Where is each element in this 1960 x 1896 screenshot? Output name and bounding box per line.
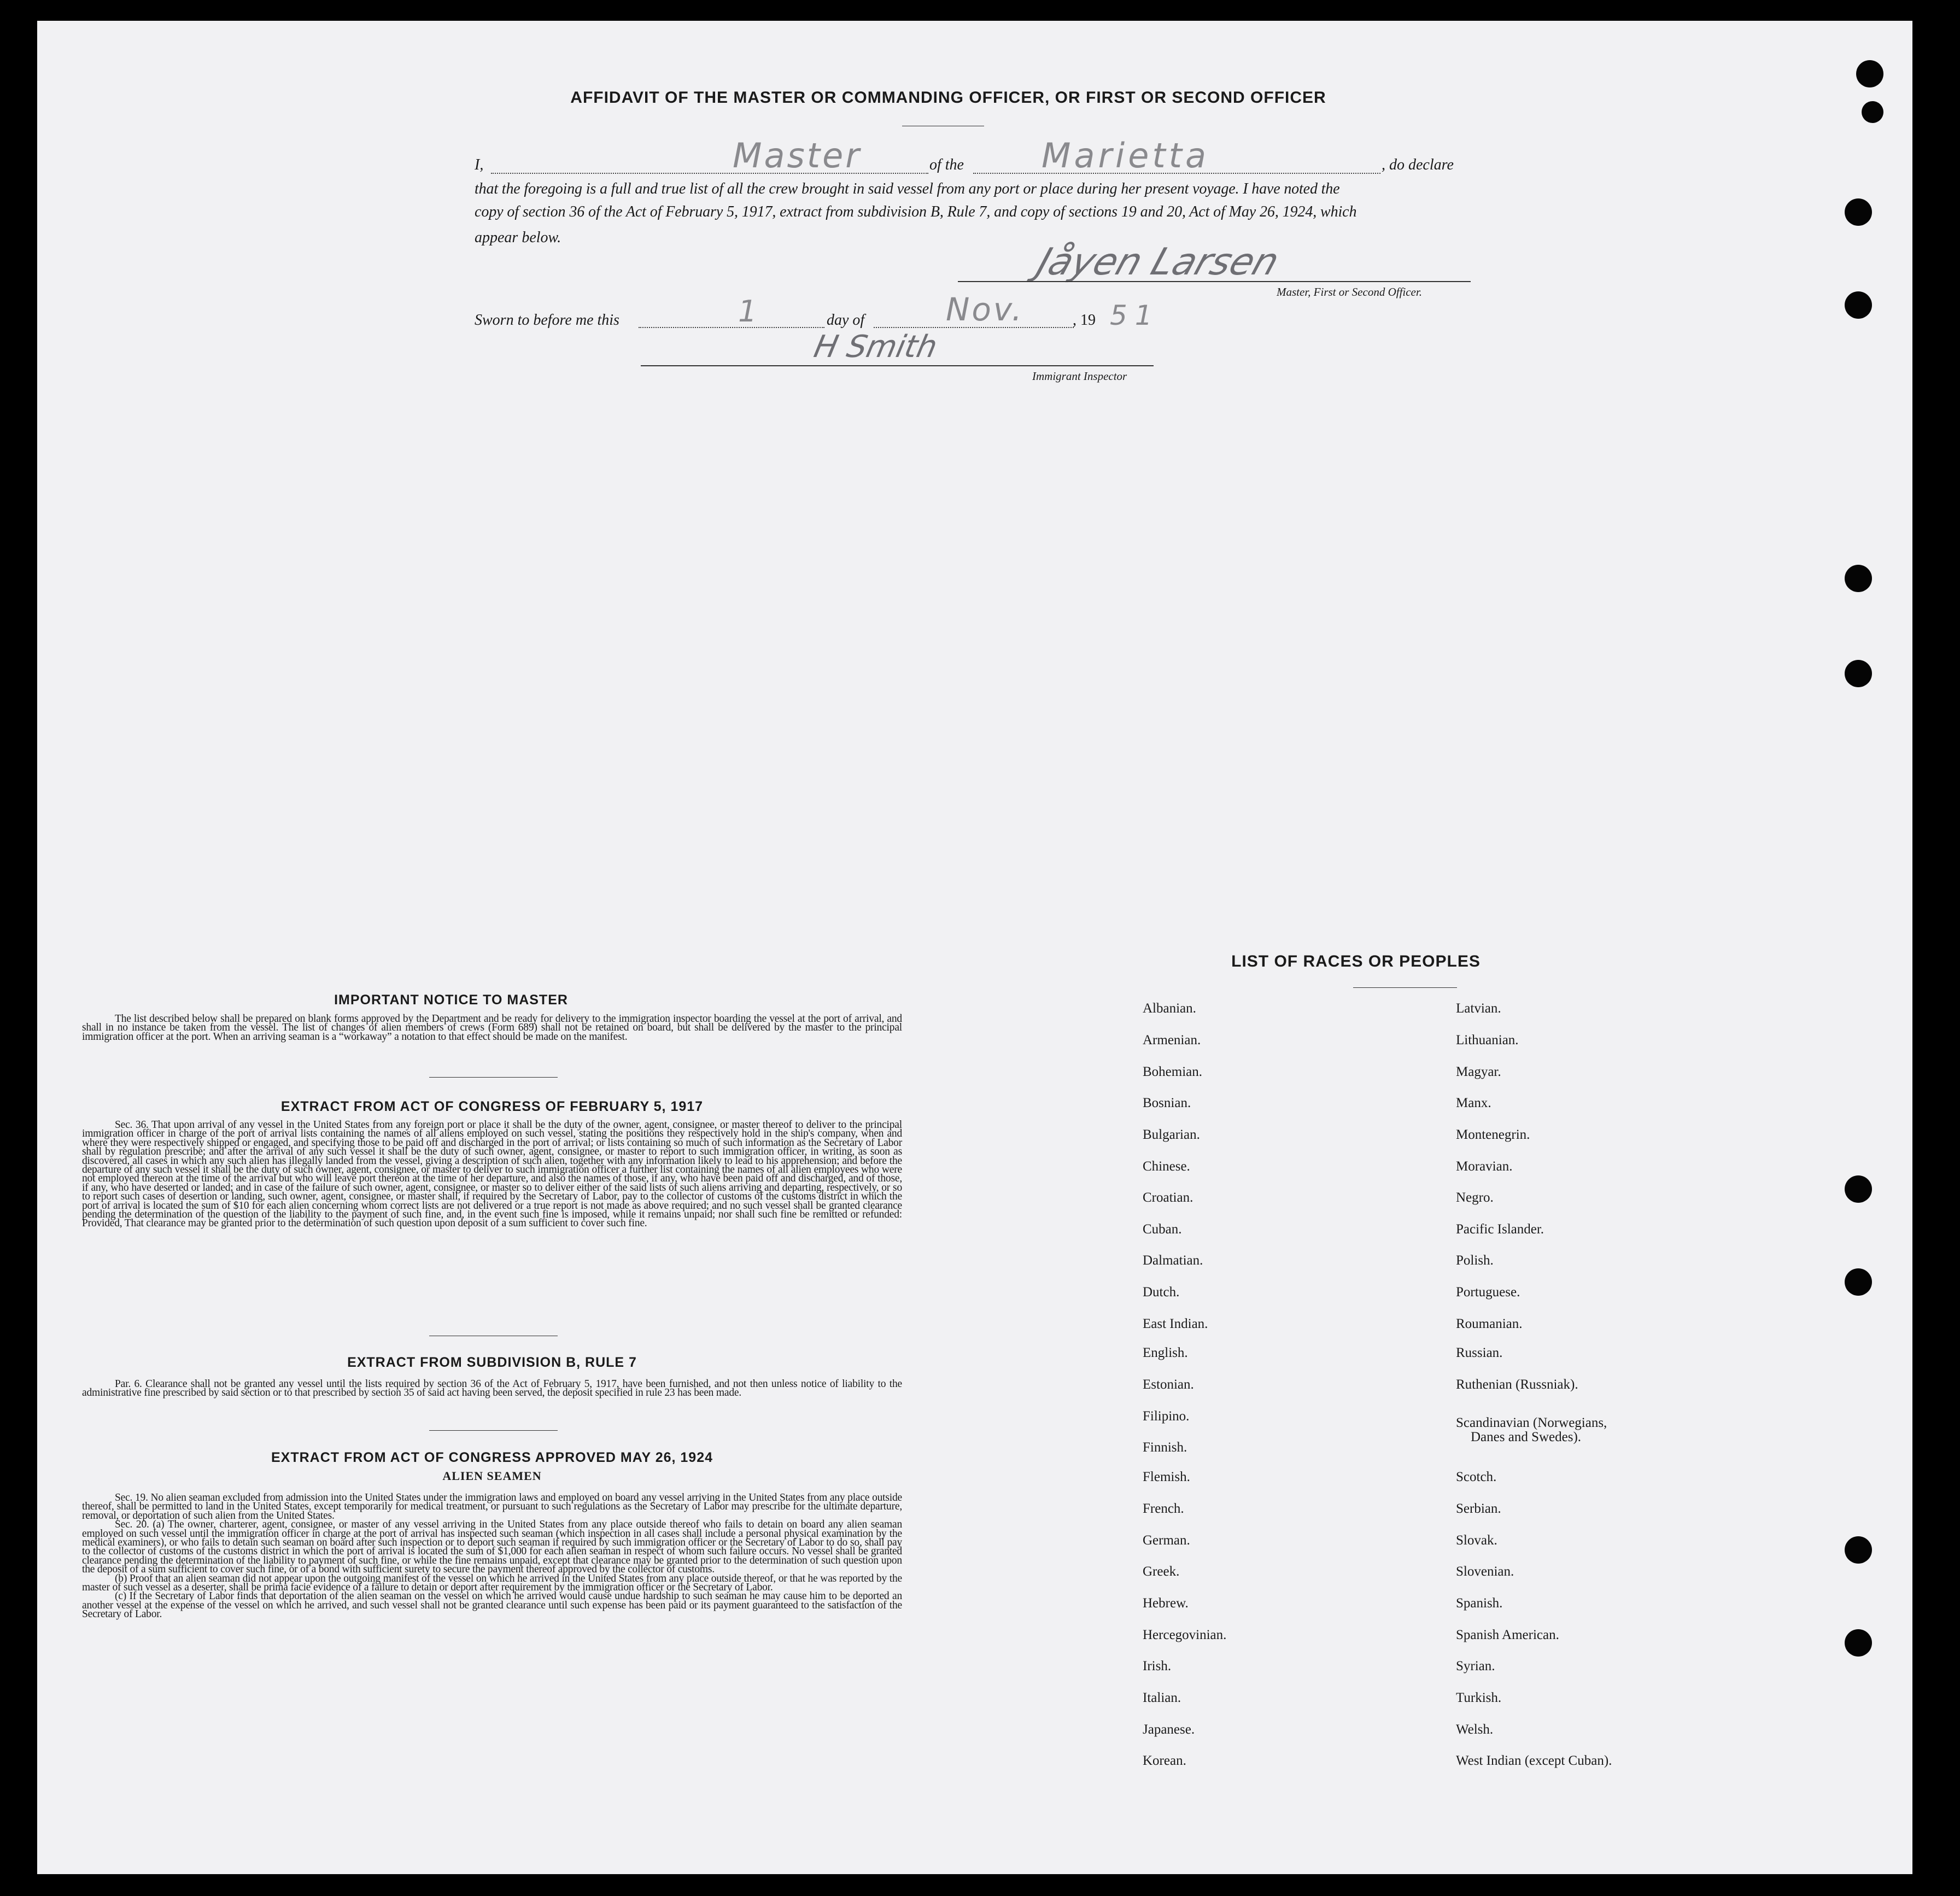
punch-hole: [1845, 660, 1872, 687]
day-handwritten: 1: [738, 294, 757, 329]
punch-hole: [1845, 1536, 1872, 1564]
race-item: Croatian.: [1143, 1190, 1193, 1205]
extract-1924-title: EXTRACT FROM ACT OF CONGRESS APPROVED MAY 26, 1924: [271, 1450, 713, 1465]
race-item: Turkish.: [1456, 1690, 1502, 1705]
race-item: Armenian.: [1143, 1033, 1201, 1048]
race-item: Montenegrin.: [1456, 1127, 1530, 1142]
fill-line: [491, 173, 928, 174]
race-item: Scotch.: [1456, 1470, 1497, 1484]
day-of-label: day of: [827, 312, 865, 329]
punch-hole: [1845, 1629, 1872, 1657]
divider: [429, 1077, 558, 1078]
race-item: Negro.: [1456, 1190, 1494, 1205]
races-title: LIST OF RACES OR PEOPLES: [1231, 952, 1481, 970]
race-item: Bosnian.: [1143, 1096, 1191, 1110]
affidavit-line-2: that the foregoing is a full and true list of all the crew brought in said vessel from any port or place during her present voyage. I have noted the: [475, 180, 1340, 197]
extract-1924-subtitle: ALIEN SEAMEN: [442, 1469, 542, 1483]
race-item: Russian.: [1456, 1345, 1503, 1360]
extract-1917-title: EXTRACT FROM ACT OF CONGRESS OF FEBRUARY 5, 1917: [280, 1099, 704, 1114]
race-item: Greek.: [1143, 1564, 1180, 1579]
race-item: Pacific Islander.: [1456, 1222, 1544, 1237]
notice-text: [82, 1015, 902, 1041]
signature-caption: Master, First or Second Officer.: [1277, 285, 1422, 299]
race-item: Bohemian.: [1143, 1064, 1203, 1079]
race-item: Italian.: [1143, 1690, 1181, 1705]
race-item: Slovenian.: [1456, 1564, 1514, 1579]
extract-1917-text: [82, 1121, 902, 1228]
race-item: Dutch.: [1143, 1285, 1180, 1300]
race-item: Hebrew.: [1143, 1596, 1189, 1611]
race-item: Portuguese.: [1456, 1285, 1520, 1300]
affidavit-line-1: [475, 156, 483, 174]
section-19-paragraph: Sec. 19. No alien seaman excluded from admission into the United States under the immigration laws and employed on board any vessel arriving in the United States from any place outside thereof, shall be permitted to land in the United States, except temporarily for medical treatment, or pursuant to such regulations as the Secretary of Labor may prescribe for the ultimate departure, removal, or deportation of such alien from the United States.: [82, 1492, 902, 1522]
race-item: Chinese.: [1143, 1159, 1190, 1174]
race-item: West Indian (except Cuban).: [1456, 1753, 1612, 1768]
punch-hole: [1845, 1268, 1872, 1296]
inspector-signature: H Smith: [811, 329, 940, 365]
punch-hole: [1845, 565, 1872, 592]
race-item: Spanish.: [1456, 1596, 1503, 1611]
section-36-paragraph: Sec. 36. That upon arrival of any vessel in the United States from any foreign port or place it shall be the duty of the owner, agent, consignee, or master thereof to deliver to the principal immigration officer in charge of the port of arrival lists containing the names of all aliens employed on such vessel, stating the positions they respectively hold in the ship's company, when and where they were respectively shipped or engaged, and specifying those to be paid off and discharged in the port of arrival; or lists containing so much of such information as the Secretary of Labor shall by regulation prescribe; and after the arrival of any such vessel it shall be the duty of such owner, agent, consignee, or master to report to such immigration officer, in writing, as soon as discovered, all cases in which any such alien has illegally landed from the vessel, giving a description of such alien, together with any information likely to lead to his apprehension; and before the departure of any such vessel it shall be the duty of such owner, agent, consignee, or master to deliver to such immigration officer a further list containing the names of all alien employees who were not employed thereon at the time of the arrival but who will leave port thereon at the time of her departure, and also the names of those, if any, who have been paid off and discharged, and of those, if any, who have deserted or landed; and in case of the failure of such owner, agent, consignee, or master so to deliver either of the said lists of such aliens arriving and departing, respectively, or so to report such cases of desertion or landing, such owner, agent, consignee, or master shall, if required by the Secretary of Labor, pay to the collector of customs of the customs district in which the port of arrival is located the sum of $10 for each alien concerning whom correct lists are not delivered or a true report is not made as above required; and no such vessel shall be granted clearance pending the determination of the question of the liability to the payment of such fine, and, in the event such fine is imposed, while it remains unpaid; nor shall such fine be remitted or refunded: Provided, That clearance may be granted prior to the determination of such question upon deposit of a sum sufficient to cover such fine.: [82, 1119, 902, 1230]
punch-hole: [1856, 60, 1883, 87]
race-item: Korean.: [1143, 1753, 1186, 1768]
do-declare-label: , do declare: [1382, 156, 1454, 173]
section-20c-paragraph: (c) If the Secretary of Labor finds that deportation of the alien seaman on the vessel on which he arrived would cause undue hardship to such seaman he may cause him to be deported an another vessel at the expense of the vessel on which he arrived, and such vessel shall not be granted clearance until such expense has been paid or its payment guaranteed to the satisfaction of the Secretary of Labor.: [82, 1590, 902, 1620]
race-item: Hercegovinian.: [1143, 1628, 1227, 1642]
month-handwritten: Nov.: [946, 291, 1024, 328]
race-item: East Indian.: [1143, 1316, 1208, 1331]
race-item: Polish.: [1456, 1253, 1494, 1268]
race-item: Ruthenian (Russniak).: [1456, 1377, 1578, 1392]
race-item: English.: [1143, 1345, 1188, 1360]
race-item-continuation: Danes and Swedes).: [1471, 1430, 1582, 1444]
extract-1924-text: [82, 1494, 902, 1619]
affidavit-line-4: appear below.: [475, 229, 561, 246]
inspector-line: [641, 365, 1154, 366]
par-6-paragraph: Par. 6. Clearance shall not be granted any vessel until the lists required by section 36 of the Act of February 5, 1917, have been furnished, and not then unless notice of liability to the administrative fine prescribed by said section or to that prescribed by section 35 of said act having been served, the deposit specified in rule 23 has been made.: [82, 1378, 902, 1399]
race-item: Japanese.: [1143, 1722, 1195, 1737]
affidavit-title: AFFIDAVIT OF THE MASTER OR COMMANDING OFFICER, OR FIRST OR SECOND OFFICER: [570, 89, 1326, 107]
race-item: Slovak.: [1456, 1533, 1497, 1548]
race-item: Irish.: [1143, 1659, 1172, 1673]
race-item: Filipino.: [1143, 1409, 1190, 1424]
race-item: Bulgarian.: [1143, 1127, 1200, 1142]
race-item: Albanian.: [1143, 1001, 1196, 1016]
race-item: Serbian.: [1456, 1501, 1501, 1516]
master-signature: Jåyen Larsen: [1032, 241, 1285, 284]
fill-line: [639, 327, 824, 328]
affidavit-line-3: copy of section 36 of the Act of February 5, 1917, extract from subdivision B, Rule 7, and copy of sections 19 and 20, Act of May 26, 1924, which: [475, 203, 1357, 220]
race-item: Spanish American.: [1456, 1628, 1559, 1642]
race-item: Dalmatian.: [1143, 1253, 1203, 1268]
extract-rule7-text: [82, 1380, 902, 1398]
race-item: Roumanian.: [1456, 1316, 1523, 1331]
notice-paragraph: The list described below shall be prepared on blank forms approved by the Department and be ready for delivery to the immigration inspector boarding the vessel at the port of arrival, and shall in no instance be taken from the vessel. The list of changes of alien members of crews (Form 689) shall not be retained on board, but shall be delivered by the master to the principal immigration officer at the port. When an arriving seaman is a “workaway” a notation to that effect should be made on the manifest.: [82, 1013, 902, 1043]
race-item: Finnish.: [1143, 1440, 1187, 1455]
sworn-label: Sworn to before me this: [475, 312, 619, 329]
race-item: German.: [1143, 1533, 1190, 1548]
punch-hole: [1845, 291, 1872, 319]
race-item: French.: [1143, 1501, 1184, 1516]
divider: [429, 1430, 558, 1431]
race-item: Latvian.: [1456, 1001, 1501, 1016]
race-item: Syrian.: [1456, 1659, 1495, 1673]
section-20b-paragraph: (b) Proof that an alien seaman did not appear upon the outgoing manifest of the vessel on which he arrived in the United States from any place outside thereof, or that he was reported by the master of such vessel as a deserter, shall be prima facie evidence of a failure to detain or deport after requirement by the immigration officer or the Secretary of Labor.: [82, 1572, 902, 1594]
year-handwritten: 51: [1110, 300, 1160, 331]
punch-hole: [1845, 1175, 1872, 1203]
race-item: Magyar.: [1456, 1064, 1501, 1079]
of-the-label: of the: [929, 156, 964, 173]
notice-title: IMPORTANT NOTICE TO MASTER: [334, 992, 568, 1008]
race-item: Moravian.: [1456, 1159, 1513, 1174]
vessel-name-handwritten: Marietta: [1042, 136, 1209, 175]
race-item: Estonian.: [1143, 1377, 1194, 1392]
divider: [1353, 987, 1457, 988]
year-prefix: , 19: [1073, 312, 1096, 329]
affidavit-prefix: I,: [475, 156, 484, 173]
section-20a-paragraph: Sec. 20. (a) The owner, charterer, agent, consignee, or master of any vessel arriving in the United States from any place outside thereof who fails to detain on board any alien seaman employed on such vessel until the immigration officer in charge at the port of arrival has inspected such seaman (which inspection in all cases shall include a personal physical examination by the medical examiners), or who fails to detain such seaman on board after such inspection or to deport such seaman if required by such immigration officer or the Secretary of Labor to do so, shall pay to the collector of customs of the customs district in which the port of arrival is located the sum of $1,000 for each alien seaman in respect of whom such failure occurs. No vessel shall be granted clearance pending the determination of the liability to payment of such fine, or while the fine remains unpaid, except that clearance may be granted prior to the determination of such question upon the deposit of a sum sufficient to cover such fine, or of a bond with sufficient surety to secure the payment thereof approved by the collector of customs.: [82, 1519, 902, 1576]
punch-hole: [1845, 198, 1872, 226]
inspector-caption: Immigrant Inspector: [1032, 370, 1127, 383]
signature-line: [958, 281, 1471, 282]
race-item: Lithuanian.: [1456, 1033, 1519, 1048]
race-item: Manx.: [1456, 1096, 1491, 1110]
role-handwritten: Master: [733, 136, 862, 175]
race-item: Welsh.: [1456, 1722, 1494, 1737]
race-item: Scandinavian (Norwegians,: [1456, 1415, 1607, 1430]
race-item: Cuban.: [1143, 1222, 1182, 1237]
extract-rule7-title: EXTRACT FROM SUBDIVISION B, RULE 7: [347, 1355, 637, 1370]
race-item: Flemish.: [1143, 1470, 1190, 1484]
